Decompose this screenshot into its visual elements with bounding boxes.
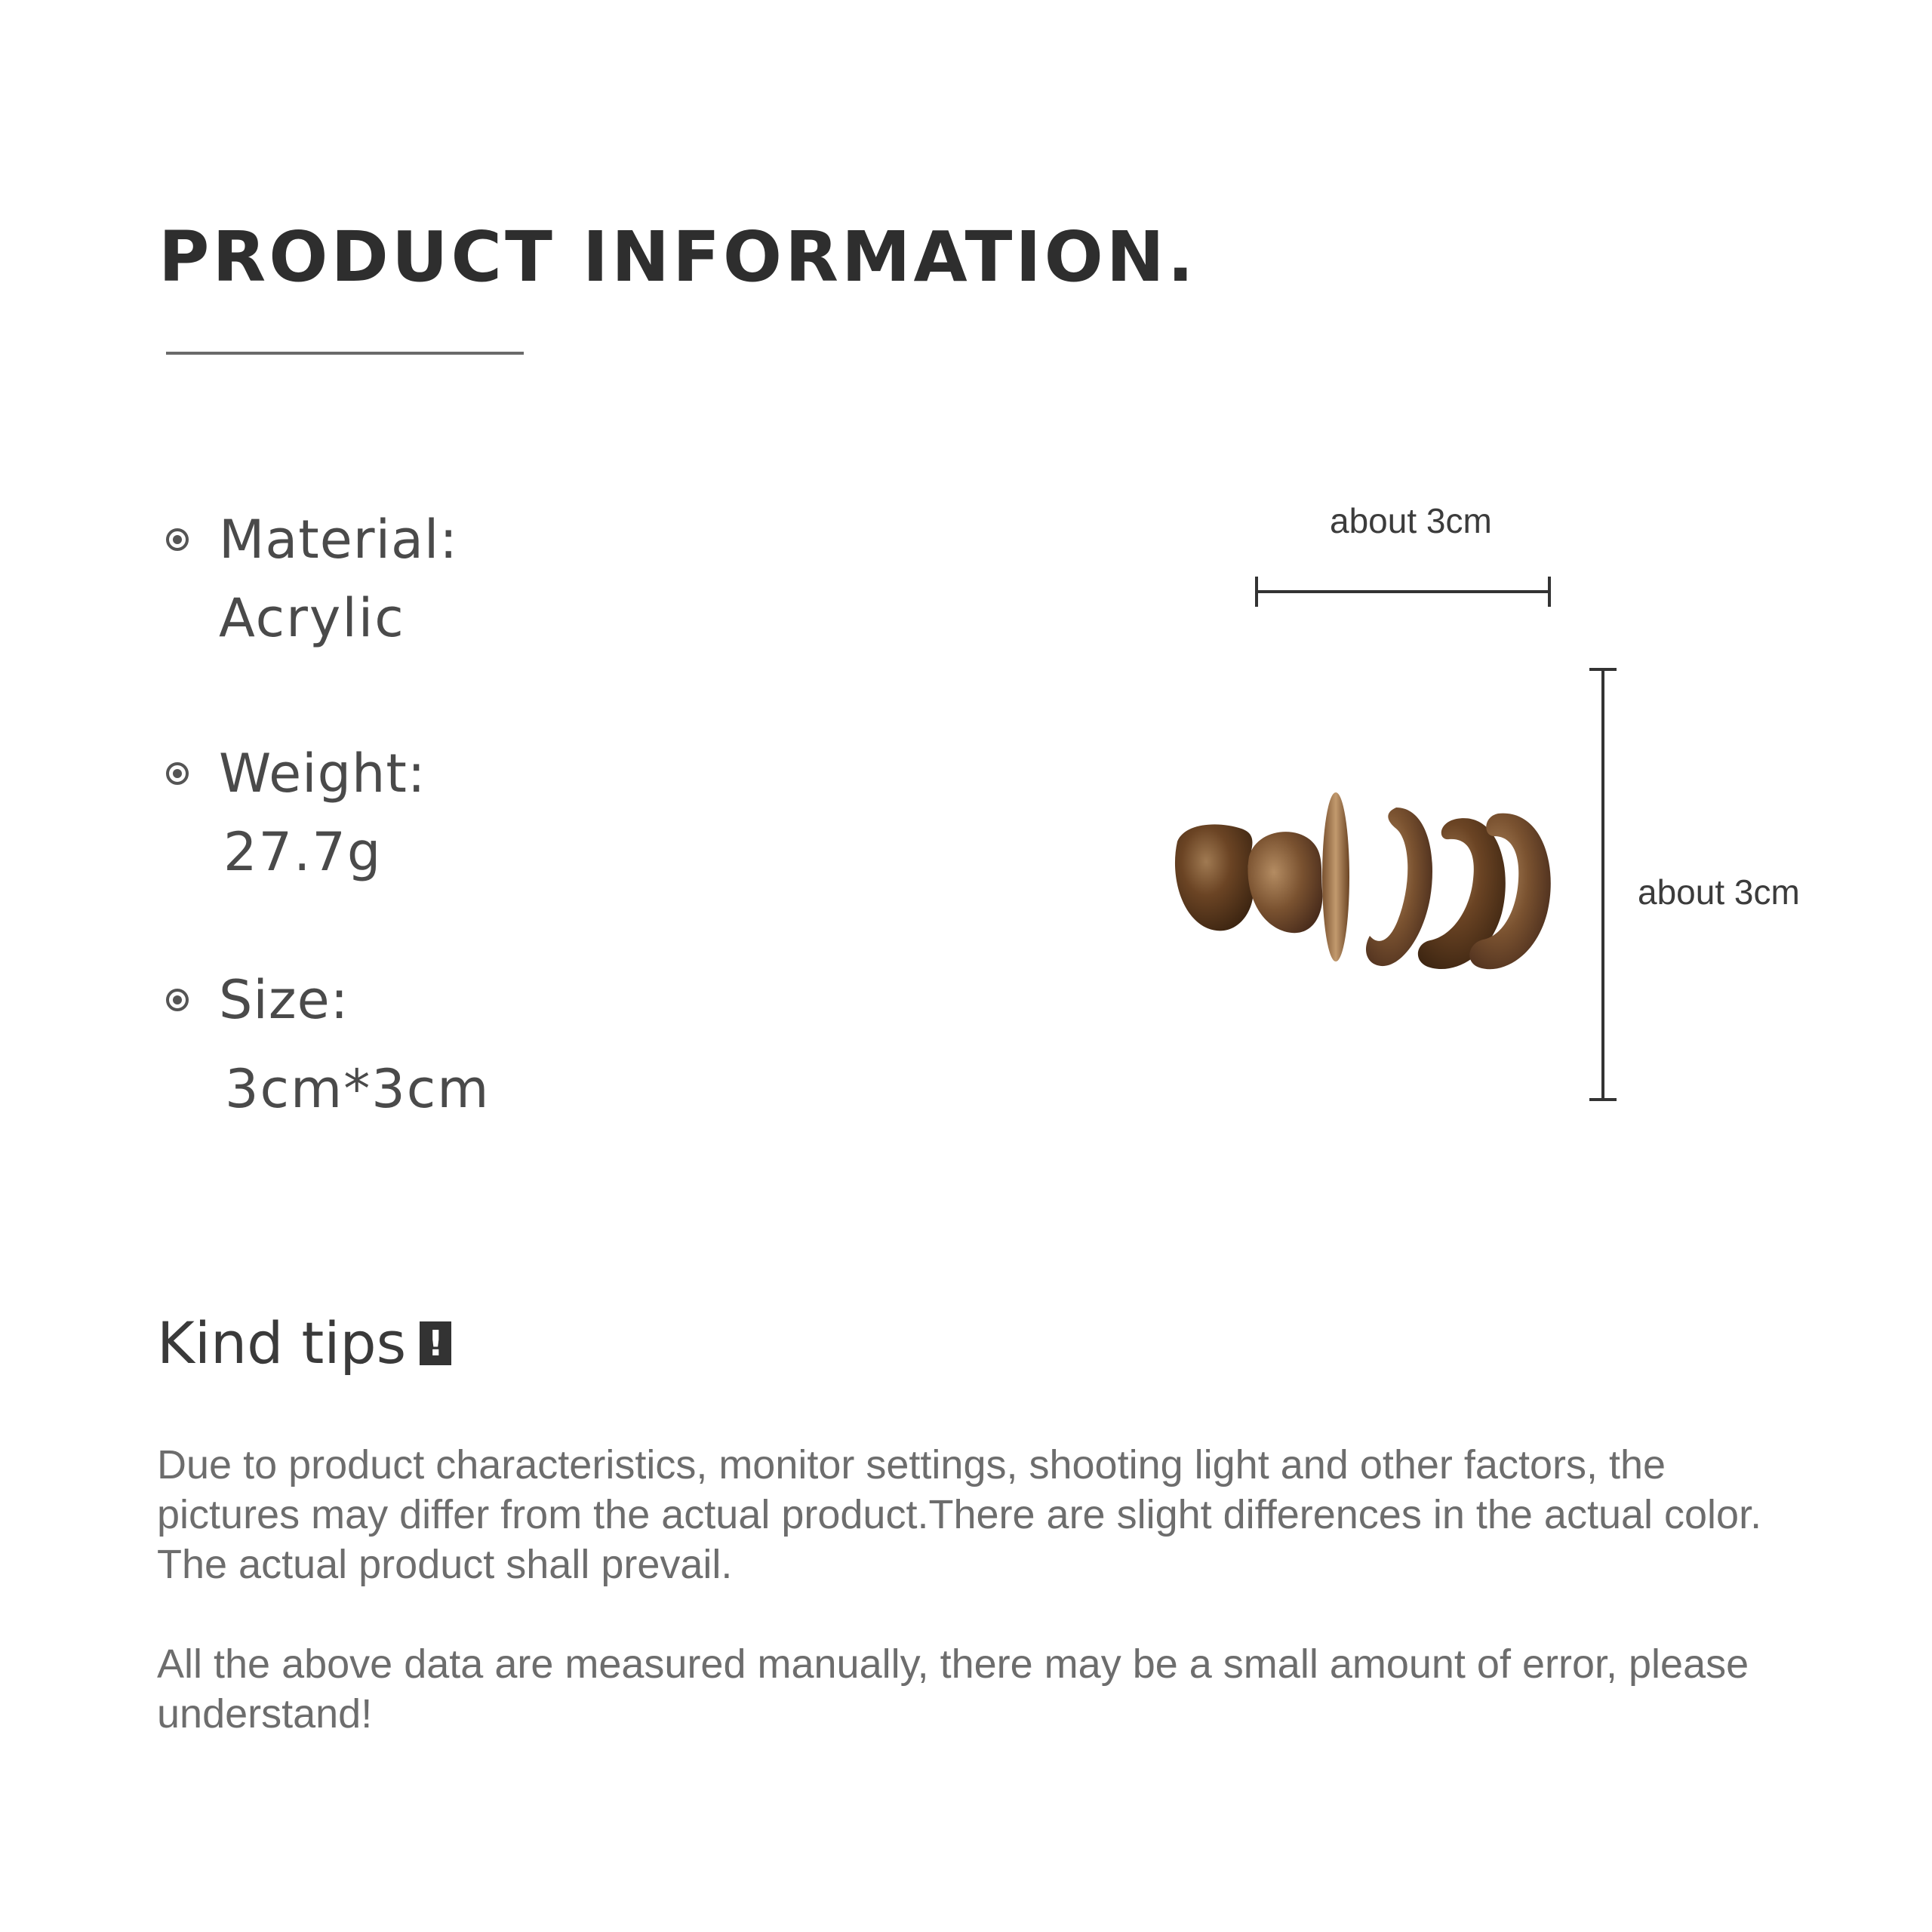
title-divider: [166, 352, 524, 355]
earring-bean-middle: [1247, 832, 1322, 933]
earring-hoop-thin: [1366, 808, 1432, 966]
kind-tips-title: Kind tips: [157, 1309, 407, 1377]
weight-value: 27.7g: [223, 821, 383, 883]
earring-product-image: [1175, 792, 1551, 969]
spec-size: [166, 969, 491, 1120]
earring-hoop-side: [1322, 792, 1349, 961]
earring-bean-left: [1175, 824, 1253, 931]
material-value: Acrylic: [219, 587, 405, 649]
material-label: Material:: [219, 509, 458, 571]
tips-paragraph-measurement: All the above data are measured manually, there may be a small amount of error, please understand!: [157, 1641, 1749, 1737]
page-title: PRODUCT INFORMATION.: [158, 217, 1197, 297]
kind-tips-heading: [157, 1309, 451, 1377]
bullet-icon: [166, 989, 189, 1011]
exclamation-icon: !: [420, 1321, 451, 1365]
size-label: Size:: [219, 969, 349, 1031]
width-dimension-label: about 3cm: [1330, 501, 1492, 540]
tips-paragraph-disclaimer: Due to product characteristics, monitor settings, shooting light and other factors, the pictures may differ from the actual product.There are slight differences in the actual color. The actual product shall prevail.: [157, 1442, 1762, 1587]
weight-label: Weight:: [219, 743, 426, 804]
spec-material: [166, 509, 458, 649]
spec-weight: [166, 743, 426, 883]
earring-hoop-thick-back: [1469, 814, 1551, 970]
width-dimension-line: [1257, 577, 1549, 607]
bullet-icon: [166, 762, 189, 785]
height-dimension-label: about 3cm: [1638, 872, 1800, 912]
earring-hoop-thick-front: [1418, 818, 1506, 969]
height-dimension-line: [1589, 669, 1617, 1100]
bullet-icon: [166, 528, 189, 551]
size-value: 3cm*3cm: [225, 1058, 491, 1120]
